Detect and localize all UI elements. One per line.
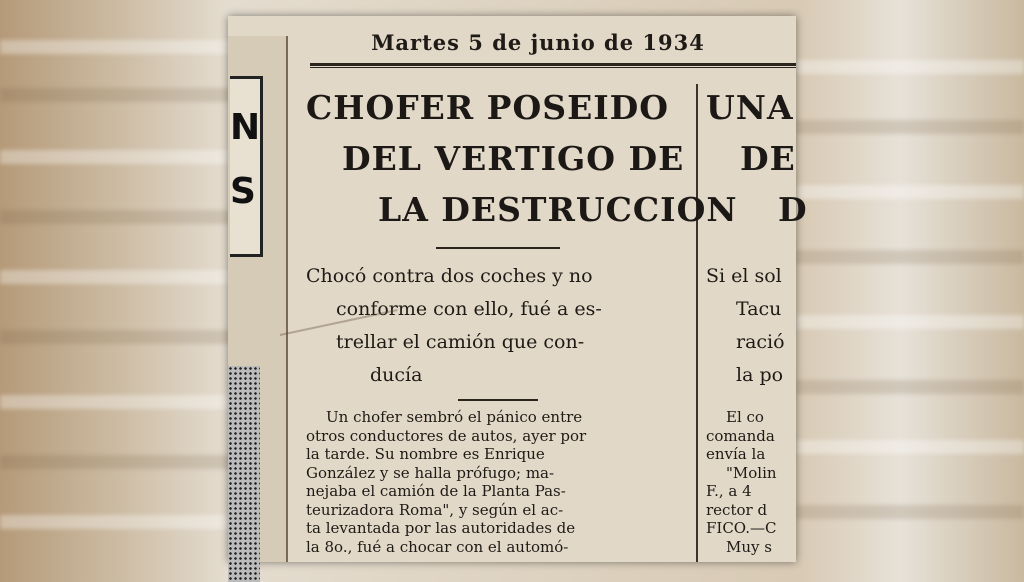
subhead-line: trellar el camión que con- <box>336 331 585 353</box>
body-line: nejaba el camión de la Planta Pas- <box>306 482 566 500</box>
next-article-headline <box>706 82 806 235</box>
adjacent-letter: N <box>230 107 261 148</box>
article-subhead <box>306 260 692 392</box>
headline-line: CHOFER POSEIDO <box>306 88 670 127</box>
body-line: la tarde. Su nombre es Enrique <box>306 445 545 463</box>
next-subhead-line: ració <box>736 331 785 353</box>
next-body-line: rector d <box>706 500 768 519</box>
next-article-body <box>706 408 806 556</box>
column-divider <box>696 84 698 562</box>
body-line: Un chofer sembró el pánico entre <box>326 408 583 426</box>
halftone-photo <box>228 366 260 582</box>
headline-line: LA DESTRUCCION <box>378 190 738 229</box>
body-line: González y se halla prófugo; ma- <box>306 463 555 482</box>
header-rule <box>310 63 796 66</box>
adjacent-letter: S <box>230 171 256 212</box>
next-subhead-line: la po <box>736 364 784 386</box>
next-body-line: "Molin <box>726 463 777 482</box>
headline-line: DEL VERTIGO DE <box>342 139 685 178</box>
headline-separator <box>436 247 560 249</box>
subhead-separator <box>458 399 538 401</box>
next-body-line: envía la <box>706 445 766 463</box>
next-body-line: Muy s <box>726 537 772 556</box>
next-headline-line: DE <box>740 139 796 178</box>
next-body-line: comanda <box>706 426 775 445</box>
header-rule-thin <box>310 67 796 68</box>
body-line: ta levantada por las autoridades de <box>306 519 576 537</box>
body-line: otros conductores de autos, ayer por <box>306 426 587 445</box>
adjacent-page-strip <box>228 36 288 562</box>
next-subhead-line: Tacu <box>736 298 782 320</box>
adjacent-page-letters <box>230 96 261 224</box>
next-article-subhead <box>706 260 806 392</box>
newspaper-clipping <box>228 16 808 562</box>
next-body-line: El co <box>726 408 764 426</box>
subhead-line: Chocó contra dos coches y no <box>306 265 593 287</box>
article-body <box>306 408 692 556</box>
article-headline <box>306 82 738 235</box>
next-headline-line: D <box>778 190 808 229</box>
next-body-line: FICO.—C <box>706 519 777 537</box>
body-line: teurizadora Roma", y según el ac- <box>306 500 564 519</box>
subhead-line: ducía <box>370 364 423 386</box>
subhead-line: conforme con ello, fué a es- <box>336 298 602 320</box>
dateline: Martes 5 de junio de 1934 <box>371 30 705 55</box>
next-body-line: F., a 4 <box>706 482 752 500</box>
next-headline-line: UNA <box>706 88 794 127</box>
next-subhead-line: Si el sol <box>706 265 782 287</box>
body-line: la 8o., fué a chocar con el automó- <box>306 537 569 556</box>
